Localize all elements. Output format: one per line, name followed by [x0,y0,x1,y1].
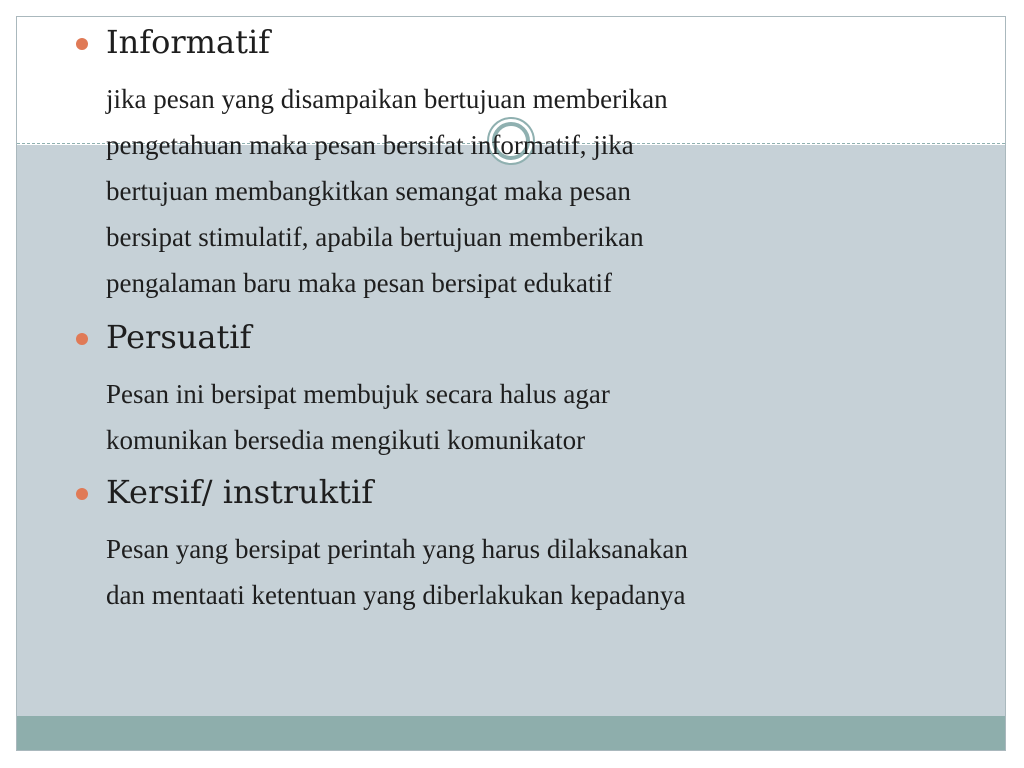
footer-band [17,716,1005,751]
description-line: dan mentaati ketentuan yang diberlakukan kepadanya [106,580,686,610]
circle-bullet-icon [76,488,88,500]
item-description [106,76,936,306]
description-line: pengalaman baru maka pesan bersipat edukatif [106,268,613,298]
circle-bullet-icon [76,333,88,345]
description-line: jika pesan yang disampaikan bertujuan memberikan [106,84,668,114]
item-heading: Kersif/ instruktif [106,473,374,511]
description-line: Pesan ini bersipat membujuk secara halus agar [106,379,610,409]
list-item [76,317,936,472]
circle-bullet-icon [76,38,88,50]
list-item [76,22,936,317]
item-heading: Informatif [106,23,271,61]
item-description [106,371,936,463]
item-description [106,526,936,618]
description-line: pengetahuan maka pesan bersifat informatif, jika [106,130,634,160]
item-heading: Persuatif [106,318,252,356]
description-line: komunikan bersedia mengikuti komunikator [106,425,586,455]
description-line: bertujuan membangkitkan semangat maka pesan [106,176,631,206]
description-line: Pesan yang bersipat perintah yang harus dilaksanakan [106,534,688,564]
description-line: bersipat stimulatif, apabila bertujuan memberikan [106,222,644,252]
bullet-list [76,22,936,622]
list-item [76,472,936,622]
